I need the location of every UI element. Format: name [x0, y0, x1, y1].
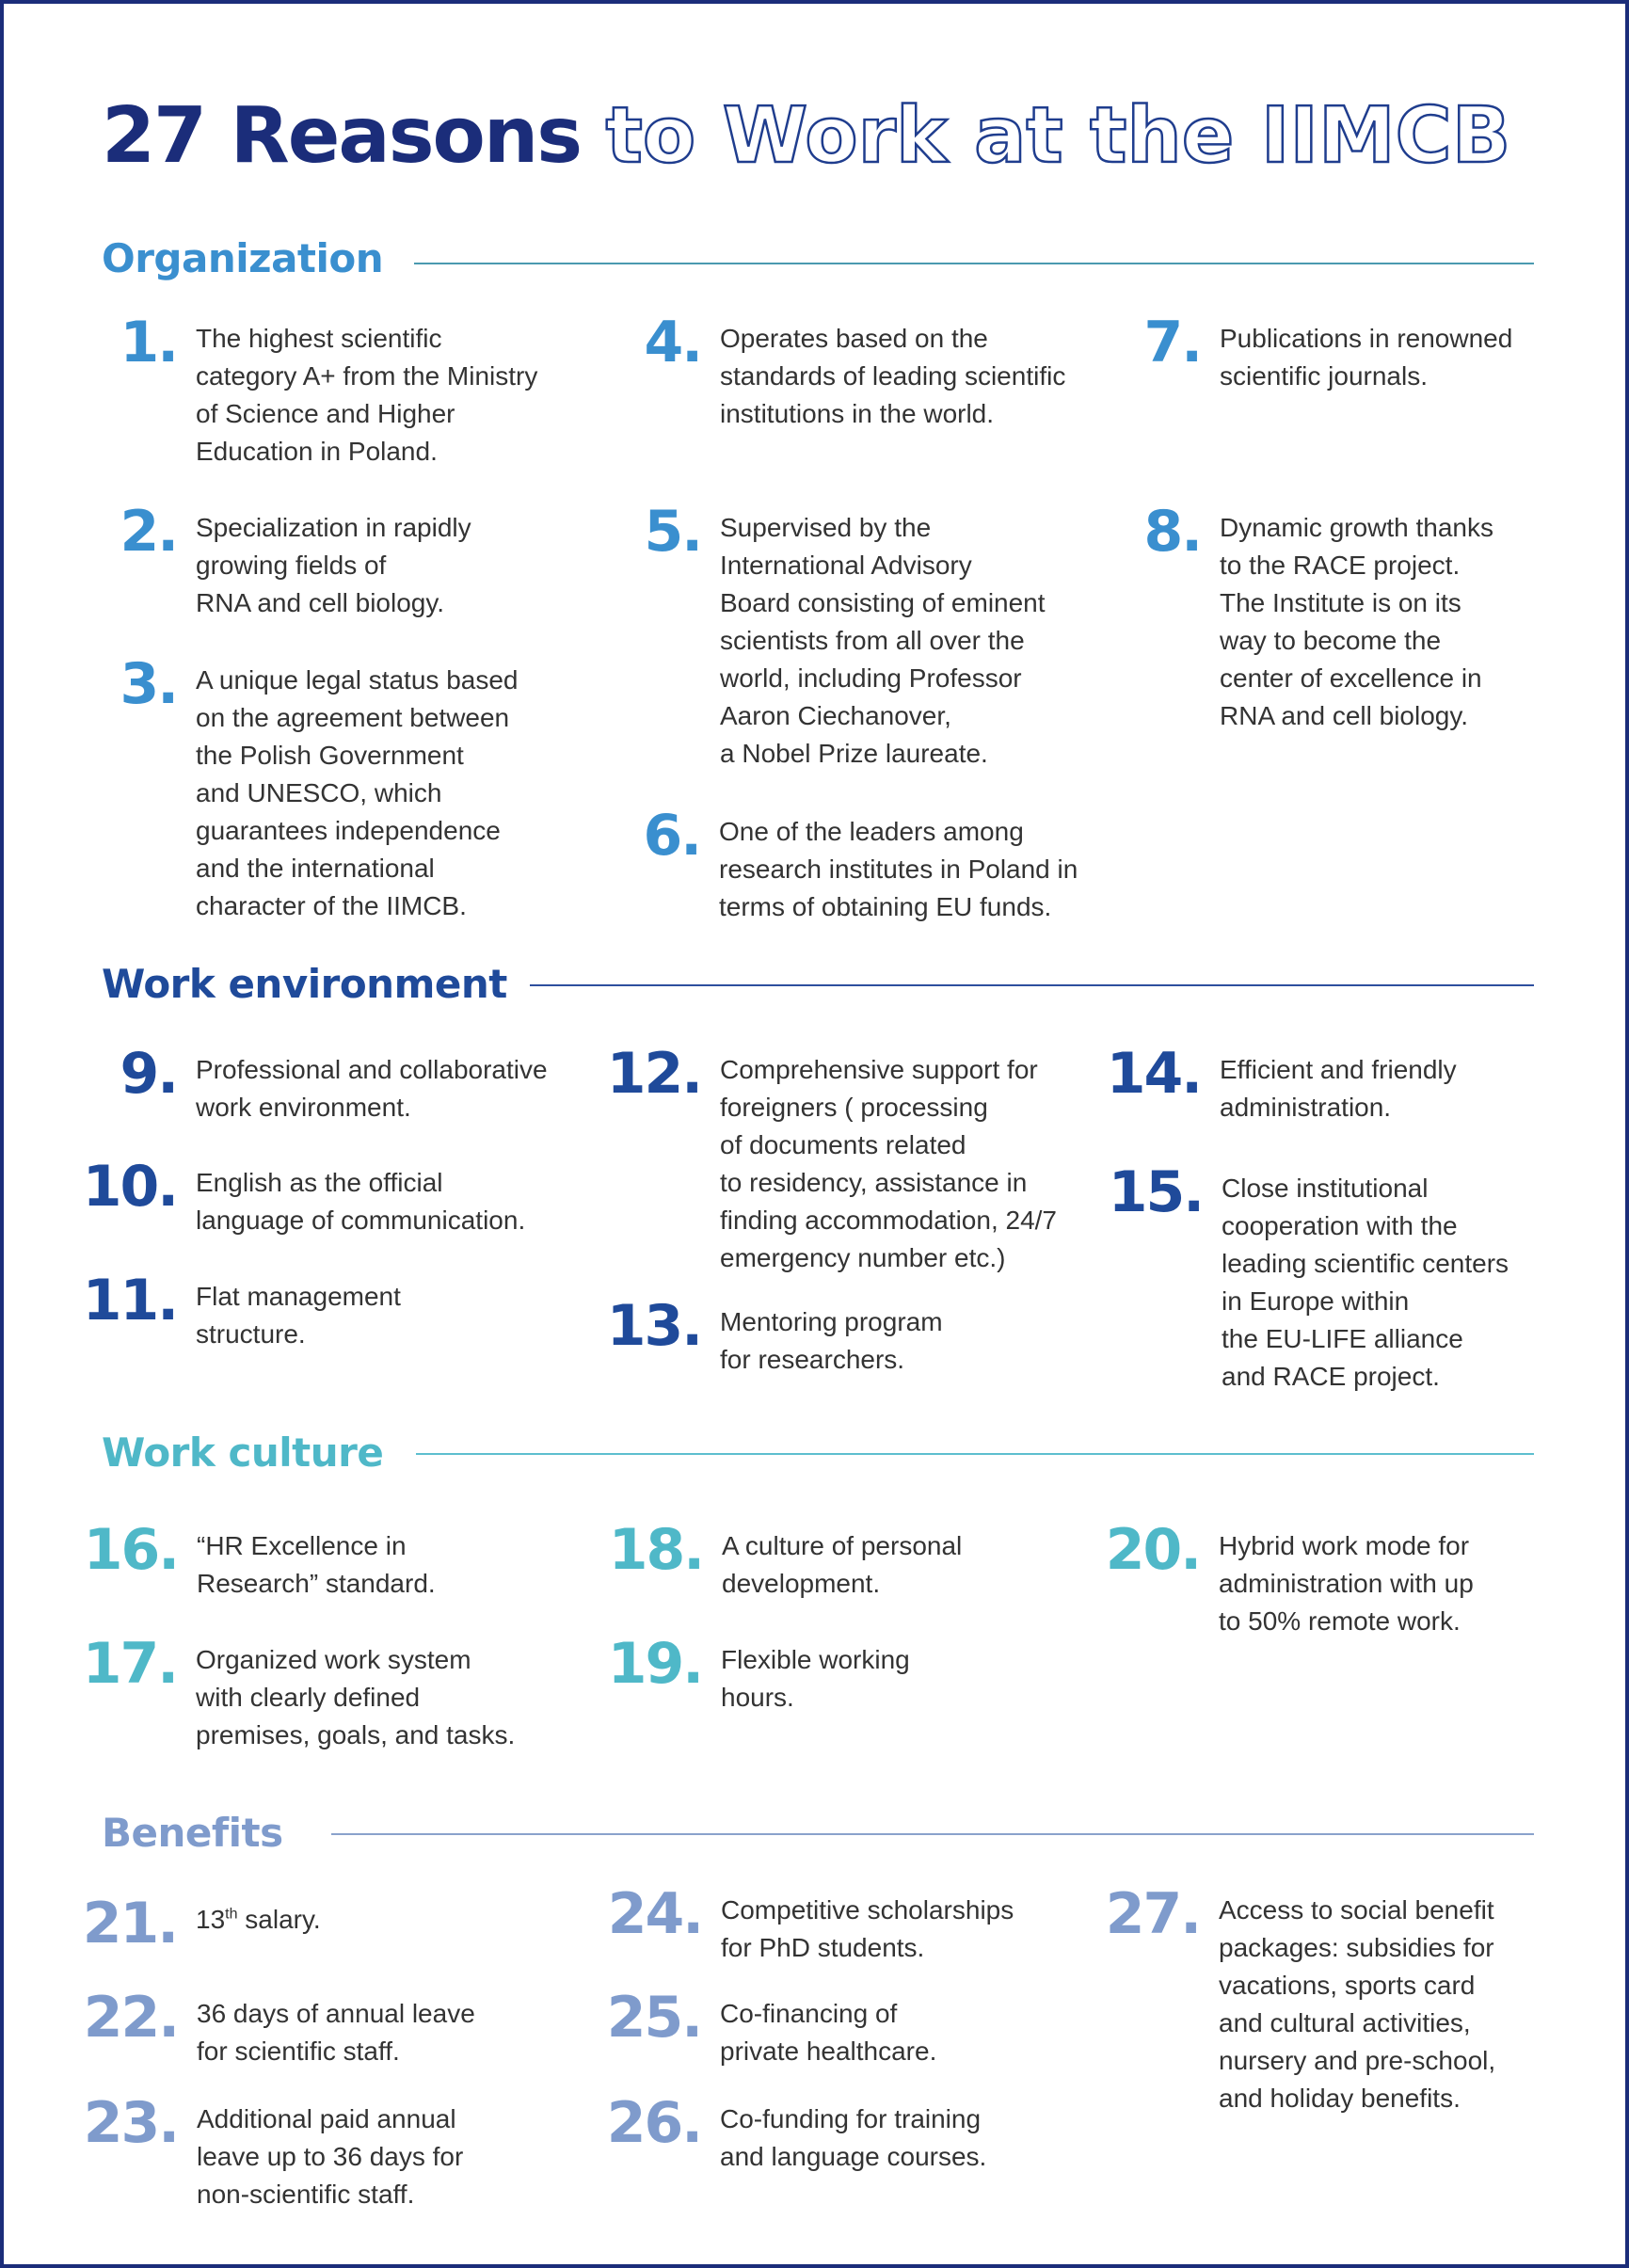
list-item	[606, 1293, 1134, 1379]
item-text: Operates based on the standards of leading scientific institutions in the world.	[720, 324, 1066, 428]
item-text-rest: salary.	[237, 1905, 321, 1934]
section-divider-organization	[414, 263, 1534, 264]
item-number: 5.	[644, 499, 701, 565]
list-item	[607, 1881, 1126, 1967]
section-divider-work-culture	[416, 1453, 1534, 1455]
section-heading-work-culture: Work culture	[102, 1429, 384, 1476]
item-text: Organized work system with clearly defined premises, goals, and tasks.	[196, 1645, 516, 1749]
item-number: 24.	[607, 1881, 702, 1947]
list-item	[607, 1631, 1126, 1717]
list-item	[120, 310, 591, 471]
item-text: English as the official language of communication.	[196, 1168, 526, 1235]
list-item	[606, 1041, 1134, 1277]
item-text: A unique legal status based on the agreement between the Polish Government and UNESCO, which guarantees independence and the international character of the IIMCB.	[196, 665, 519, 920]
list-item	[1106, 1041, 1540, 1126]
item-text: Additional paid annual leave up to 36 days for non-scientific staff.	[197, 2104, 464, 2209]
section-divider-work-environment	[530, 984, 1534, 986]
section-heading-benefits: Benefits	[102, 1810, 283, 1856]
item-number: 9.	[120, 1041, 177, 1107]
item-text: Competitive scholarships for PhD students.	[721, 1895, 1014, 1962]
item-number: 7.	[1143, 310, 1201, 375]
item-text: Hybrid work mode for administration with up to 50% remote work.	[1219, 1531, 1474, 1636]
item-text: One of the leaders among research institutes in Poland in terms of obtaining EU funds.	[719, 817, 1078, 921]
item-text-superscript: th	[225, 1906, 238, 1923]
item-number: 20.	[1105, 1517, 1200, 1583]
list-item	[83, 1985, 592, 2070]
item-text: Co-funding for training and language courses.	[720, 2104, 987, 2171]
item-number: 13.	[606, 1293, 701, 1359]
list-item	[83, 2090, 592, 2213]
item-number: 25.	[606, 1985, 701, 2051]
item-text: Mentoring program for researchers.	[720, 1307, 943, 1374]
list-item	[1143, 310, 1540, 395]
section-heading-organization: Organization	[102, 235, 384, 281]
list-item	[606, 2090, 1125, 2176]
list-item	[606, 1985, 1125, 2070]
item-number: 1.	[120, 310, 177, 375]
item-number: 8.	[1143, 499, 1201, 565]
item-text	[196, 1901, 591, 1939]
item-text: The highest scientific category A+ from the Ministry of Science and Higher Education in Poland.	[196, 324, 538, 466]
list-item	[608, 1517, 1126, 1603]
item-text: Publications in renowned scientific journals.	[1220, 324, 1513, 391]
list-item	[120, 499, 591, 622]
item-number: 16.	[83, 1517, 178, 1583]
item-text: 36 days of annual leave for scientific staff.	[197, 1999, 475, 2066]
list-item	[120, 651, 591, 925]
item-number: 19.	[607, 1631, 702, 1697]
title-bold: 27 Reasons	[102, 91, 582, 181]
item-number: 2.	[120, 499, 177, 565]
item-number: 21.	[82, 1891, 177, 1957]
list-item	[82, 1154, 591, 1239]
item-number: 11.	[82, 1268, 177, 1334]
item-number: 3.	[120, 651, 177, 717]
item-number: 4.	[644, 310, 701, 375]
list-item	[643, 803, 1133, 926]
list-item	[1105, 1881, 1539, 2117]
item-text: Close institutional cooperation with the leading scientific centers in Europe within the EU-LIFE alliance and RACE project.	[1222, 1174, 1509, 1391]
item-number: 22.	[83, 1985, 178, 2051]
item-number: 6.	[643, 803, 700, 869]
item-text: Supervised by the International Advisory Board consisting of eminent scientists from all over the world, including Professor Aaron Ciechanover, a Nobel Prize laureate.	[720, 513, 1046, 768]
list-item	[83, 1517, 592, 1603]
item-number: 14.	[1106, 1041, 1201, 1107]
item-number: 26.	[606, 2090, 701, 2156]
item-number: 12.	[606, 1041, 701, 1107]
section-heading-work-environment: Work environment	[102, 961, 507, 1007]
item-text: Co-financing of private healthcare.	[720, 1999, 937, 2066]
list-item	[1105, 1517, 1539, 1640]
item-text-number: 13	[196, 1905, 226, 1934]
item-number: 17.	[82, 1631, 177, 1697]
item-text: Dynamic growth thanks to the RACE project. The Institute is on its way to become the center of excellence in RNA and cell biology.	[1220, 513, 1494, 730]
list-item	[120, 1041, 591, 1126]
item-number: 10.	[82, 1154, 177, 1220]
item-number: 15.	[1108, 1159, 1203, 1225]
list-item	[644, 499, 1125, 773]
page-title	[102, 89, 1510, 184]
item-text: “HR Excellence in Research” standard.	[197, 1531, 436, 1598]
title-outline: to Work at the IIMCB	[605, 91, 1511, 181]
item-text: Flat management structure.	[196, 1282, 401, 1349]
item-number: 18.	[608, 1517, 703, 1583]
item-text: Specialization in rapidly growing fields of RNA and cell biology.	[196, 513, 471, 617]
item-text: A culture of personal development.	[722, 1531, 963, 1598]
item-number: 27.	[1105, 1881, 1200, 1947]
list-item	[82, 1631, 591, 1754]
item-number: 23.	[83, 2090, 178, 2156]
list-item	[82, 1268, 591, 1353]
list-item	[1143, 499, 1540, 735]
item-text: Flexible working hours.	[721, 1645, 910, 1712]
section-divider-benefits	[331, 1833, 1534, 1835]
list-item	[644, 310, 1125, 433]
item-text: Access to social benefit packages: subsidies for vacations, sports card and cultural activities, nursery and pre-school, and holiday benefits.	[1219, 1895, 1496, 2113]
item-text: Efficient and friendly administration.	[1220, 1055, 1457, 1122]
item-text: Comprehensive support for foreigners ( processing of documents related to residency, assistance in finding accommodation, 24/7 emergency number etc.)	[720, 1055, 1057, 1272]
list-item	[1108, 1159, 1541, 1396]
list-item	[82, 1891, 591, 1957]
item-text: Professional and collaborative work environment.	[196, 1055, 548, 1122]
